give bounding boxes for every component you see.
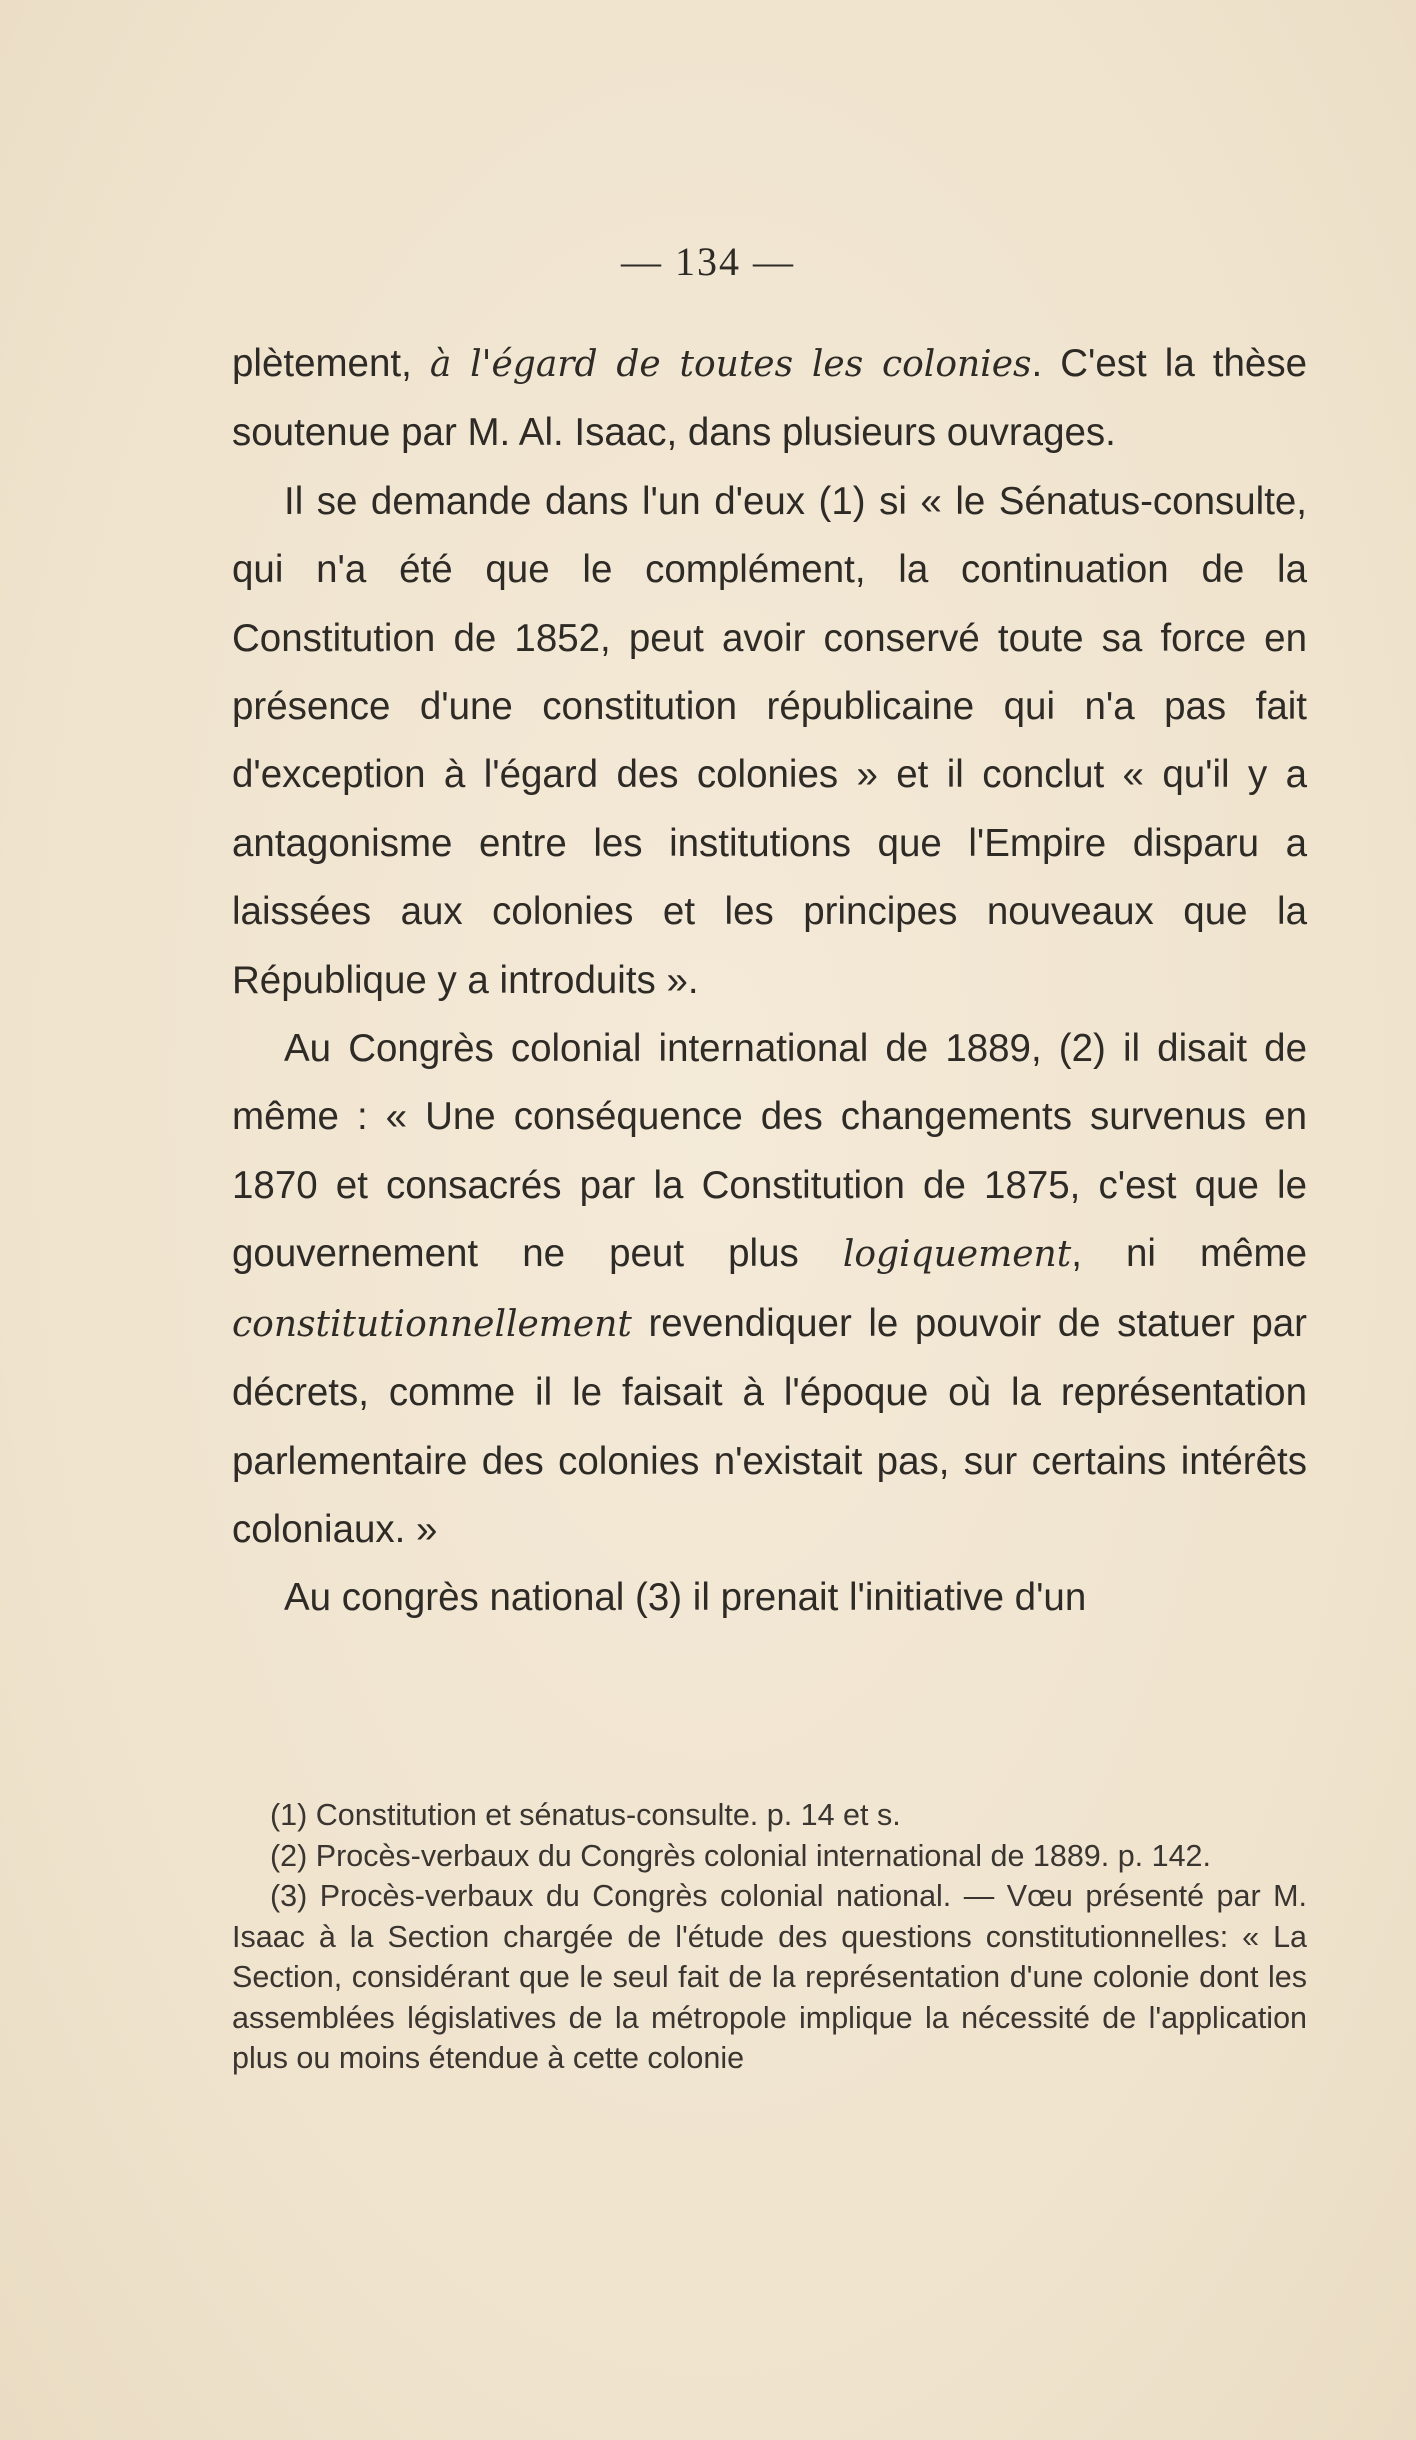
footnote-3: (3) Procès-verbaux du Congrès colonial national. — Vœu présenté par M. Isaac à la Section chargée de l'étude des questions constitutionnelles: « La Section, considérant que le seul fait de la représentation d'une colonie dont les assemblées législatives de la métropole implique la nécessité de l'application plus ou moins étendue à cette colonie (232, 1879, 1307, 2075)
footnotes (232, 1795, 1307, 2079)
paragraph-1 (232, 330, 1307, 468)
footnote-1: (1) Constitution et sénatus-consulte. p. 14 et s. (270, 1798, 901, 1832)
paragraph-1-emphasis: à l'égard de toutes les colonies (429, 344, 1032, 385)
paragraph-3-start: Au Congrès colonial international de 1889, (2) il disait de même : « Une conséquence des changements survenus en 1870 et consacrés par la Constitution de 1875, c'est que le gouvernement ne peut plus (232, 1027, 1307, 1276)
paragraph-4: Au congrès national (3) il prenait l'initiative d'un (284, 1576, 1087, 1620)
page-number: — 134 — (621, 239, 795, 284)
paragraph-3-emphasis-2: constitutionnellement (232, 1303, 632, 1345)
paragraph-3-emphasis-1: logiquement (842, 1234, 1072, 1276)
paragraph-2: Il se demande dans l'un d'eux (1) si « le Sénatus-consulte, qui n'a été que le complément, la continuation de la Constitution de 1852, peut avoir conservé toute sa force en présence d'une constitution républicaine qui n'a pas fait d'exception à l'égard des colonies » et il conclut « qu'il y a antagonisme entre les institutions que l'Empire disparu a laissées aux colonies et les principes nouveaux que la République y a introduits ». (232, 479, 1307, 1002)
paragraph-3-end: revendiquer le pouvoir de statuer par décrets, comme il le faisait à l'époque où la représentation parlementaire des colonies n'existait pas, sur certains intérêts coloniaux. » (232, 1301, 1307, 1551)
footnote-2: (2) Procès-verbaux du Congrès colonial international de 1889. p. 142. (270, 1838, 1211, 1873)
paragraph-3-middle: , ni même (1071, 1232, 1307, 1276)
paragraph-1-end: . C'est la thèse soutenue par M. Al. Isaac, dans plusieurs ouvrages. (232, 342, 1307, 455)
paragraph-1-start: plètement, (232, 342, 430, 385)
main-text (232, 330, 1307, 1633)
paragraph-3 (232, 1015, 1307, 1564)
